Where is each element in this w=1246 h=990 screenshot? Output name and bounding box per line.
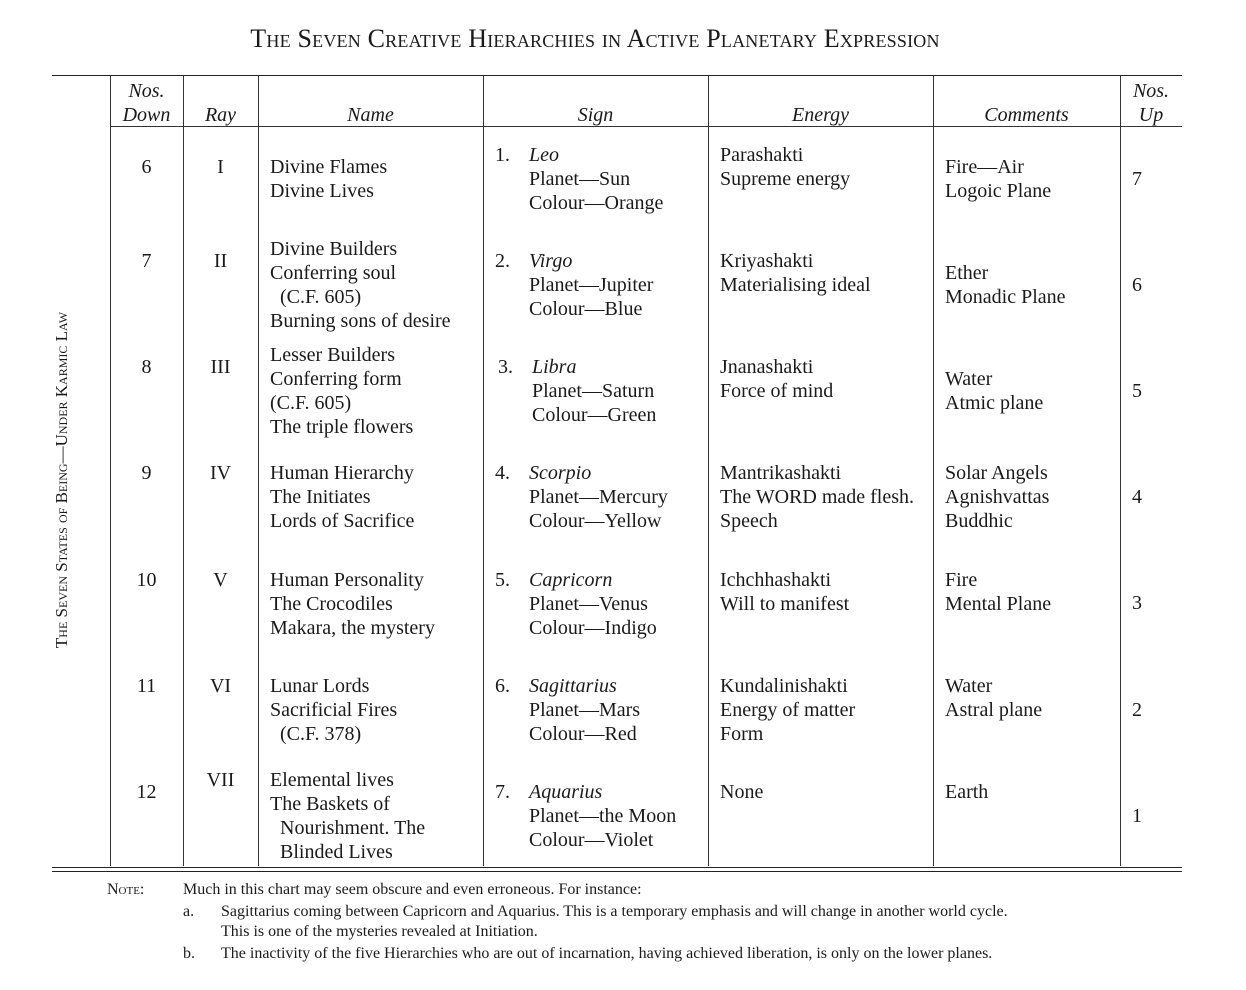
row-1-up: 7 — [1132, 168, 1142, 190]
row-5-name: Human Personality The Crocodiles Makara, the mystery — [270, 569, 435, 639]
row-7-down: 12 — [136, 781, 157, 803]
col-rule — [933, 76, 934, 866]
hierarchies-table — [52, 75, 1182, 872]
header-nos-down: Nos. Down — [122, 80, 171, 126]
row-3-comments: Water Atmic plane — [945, 368, 1044, 414]
header-sign: Sign — [577, 104, 614, 126]
row-6-energy: Kundalinishakti Energy of matter Form — [720, 675, 856, 745]
row-4-down: 9 — [141, 462, 152, 484]
col-rule — [258, 76, 259, 866]
page-title: The Seven Creative Hierarchies in Active Planetary Expression — [250, 24, 940, 53]
side-label: The Seven States of Being—Under Karmic Law — [52, 311, 71, 649]
row-6-name: Lunar Lords Sacrificial Fires (C.F. 378) — [270, 675, 398, 745]
note-a-line2: This is one of the mysteries revealed at Initiation. — [221, 923, 538, 940]
note-b-line1: The inactivity of the five Hierarchies who are out of incarnation, having achieved liberation, is only on the lower planes. — [221, 945, 993, 962]
row-2-up: 6 — [1132, 274, 1142, 296]
row-4-energy: Mantrikashakti The WORD made flesh. Speech — [720, 462, 915, 532]
row-2-energy: Kriyashakti Materialising ideal — [720, 250, 871, 296]
row-3-sign: 3. Libra Planet—Saturn Colour—Green — [498, 356, 657, 426]
row-2-down: 7 — [141, 250, 152, 272]
row-3-up: 5 — [1132, 380, 1142, 402]
row-4-up: 4 — [1132, 486, 1142, 508]
row-4-ray: IV — [209, 462, 232, 484]
header-comments: Comments — [984, 104, 1069, 126]
row-5-up: 3 — [1132, 592, 1142, 614]
bottom-rule — [52, 871, 1182, 872]
row-3-name: Lesser Builders Conferring form (C.F. 605) The triple flowers — [270, 344, 414, 438]
row-2-sign: 2. Virgo Planet—Jupiter Colour—Blue — [495, 250, 654, 320]
row-6-down: 11 — [136, 675, 157, 697]
row-7-energy: None — [720, 781, 764, 803]
row-1-ray: I — [217, 156, 224, 178]
row-6-comments: Water Astral plane — [945, 675, 1043, 721]
row-5-comments: Fire Mental Plane — [945, 569, 1052, 615]
row-4-sign: 4. Scorpio Planet—Mercury Colour—Yellow — [495, 462, 668, 532]
row-7-comments: Earth — [945, 781, 989, 803]
row-1-down: 6 — [141, 156, 152, 178]
header-nos-up: Nos. Up — [1132, 80, 1170, 126]
col-rule — [708, 76, 709, 866]
row-7-sign: 7. Aquarius Planet—the Moon Colour—Violet — [495, 781, 677, 851]
note-a-line1: Sagittarius coming between Capricorn and Aquarius. This is a temporary emphasis and will change in another world cycle. — [221, 903, 1008, 920]
note-intro: Much in this chart may seem obscure and even erroneous. For instance: — [183, 881, 642, 898]
row-3-energy: Jnanashakti Force of mind — [720, 356, 834, 402]
header-energy: Energy — [791, 104, 849, 126]
row-4-comments: Solar Angels Agnishvattas Buddhic — [945, 462, 1050, 532]
col-rule — [1120, 76, 1121, 866]
note-a-label: a. — [183, 903, 195, 920]
row-5-sign: 5. Capricorn Planet—Venus Colour—Indigo — [495, 569, 657, 639]
row-2-ray: II — [213, 250, 228, 272]
row-6-ray: VI — [209, 675, 232, 697]
row-7-up: 1 — [1132, 805, 1142, 827]
row-6-sign: 6. Sagittarius Planet—Mars Colour—Red — [495, 675, 641, 745]
row-3-down: 8 — [141, 356, 152, 378]
row-5-ray: V — [213, 569, 228, 591]
row-2-comments: Ether Monadic Plane — [945, 262, 1066, 308]
row-1-name: Divine Flames Divine Lives — [270, 156, 388, 202]
header-name: Name — [347, 104, 394, 126]
row-5-energy: Ichchhashakti Will to manifest — [720, 569, 850, 615]
note-b-label: b. — [183, 945, 195, 962]
row-7-ray: VII — [206, 769, 235, 791]
row-2-name: Divine Builders Conferring soul (C.F. 605) Burning sons of desire — [270, 238, 451, 332]
note-label: Note: — [107, 881, 145, 898]
row-1-comments: Fire—Air Logoic Plane — [945, 156, 1052, 202]
col-rule — [483, 76, 484, 866]
bottom-rule — [52, 867, 1182, 868]
row-1-energy: Parashakti Supreme energy — [720, 144, 851, 190]
row-4-name: Human Hierarchy The Initiates Lords of Sacrifice — [270, 462, 415, 532]
row-1-sign: 1. Leo Planet—Sun Colour—Orange — [495, 144, 664, 214]
header-ray: Ray — [204, 104, 237, 126]
row-6-up: 2 — [1132, 699, 1142, 721]
row-5-down: 10 — [136, 569, 157, 591]
row-7-name: Elemental lives The Baskets of Nourishment. The Blinded Lives — [270, 769, 426, 863]
row-3-ray: III — [210, 356, 231, 378]
